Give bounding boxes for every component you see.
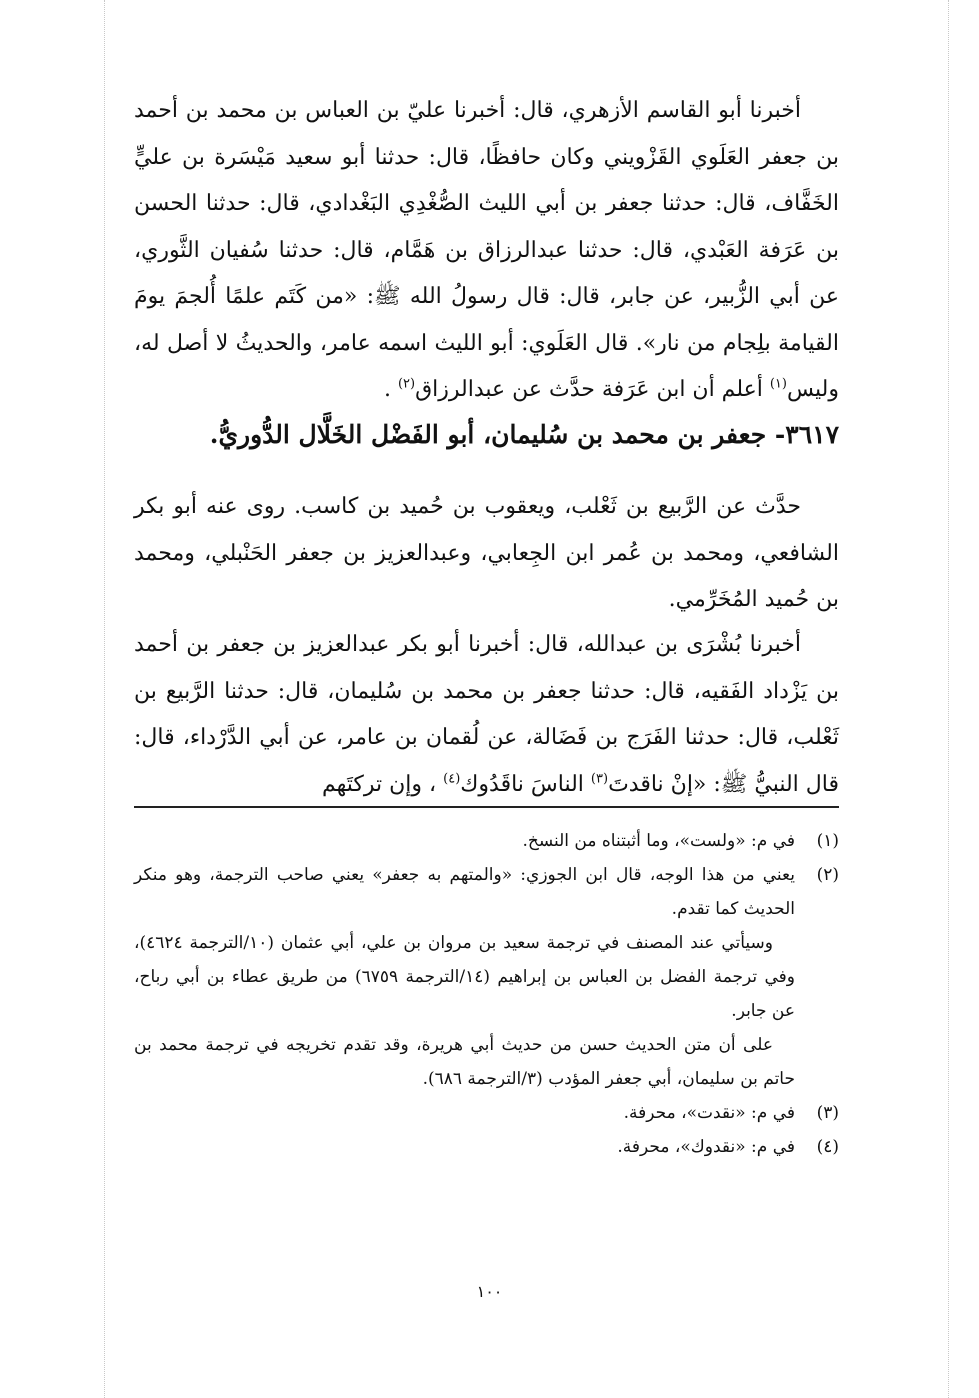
- paragraph-isnad-2: [134, 622, 839, 808]
- entry-heading: ٣٦١٧- جعفر بن محمد بن سُليمان، أبو الفَضْل الخَلَّال الدُّوريُّ.: [209, 420, 839, 449]
- footnote-number: (٤): [816, 1137, 839, 1157]
- footnote-2-continuation: على أن متن الحديث حسن من حديث أبي هريرة، وقد تقدم تخريجه في ترجمة محمد بن حاتم بن سليمان، أبي جعفر المؤدب (٣/الترجمة ٦٨٦).: [134, 1035, 795, 1089]
- footnote-divider: [134, 806, 839, 808]
- paragraph-text: أخبرنا بُشْرَى بن عبدالله، قال: أخبرنا أبو بكر عبدالعزيز بن جعفر بن أحمد بن يَزْداد الفَقيه، قال: حدثنا جعفر بن محمد بن سُليمان، قال: حدثنا الرَّبيع بن ثَعْلب، قال: حدثنا الفَرَج بن فَضَالة، عن لُقمان بن عامر، عن أبي الدَّرْداء، قال: قال النبيُّ ﷺ: «إنْ ناقدتَ: [134, 632, 839, 797]
- footnote-ref-3: (٣): [590, 771, 609, 787]
- footnote-number: (٢): [816, 865, 839, 885]
- paragraph-text: .: [383, 377, 398, 402]
- footnote-ref-2: (٢): [397, 376, 416, 392]
- paragraph-text: أعلم أن ابن عَرَفة حدَّث عن عبدالرزاق: [415, 377, 770, 402]
- footnote-3: [134, 1096, 839, 1130]
- paragraph-text: ، وإن تركتَهم: [321, 771, 444, 797]
- footnote-number: (٣): [816, 1103, 839, 1123]
- scan-edge-left: [104, 0, 106, 1398]
- paragraph-text: أخبرنا أبو القاسم الأزهري، قال: أخبرنا عليّ بن العباس بن محمد بن أحمد بن جعفر العَلَوي القَزْويني وكان حافظًا، قال: حدثنا أبو سعيد مَيْسَرة بن عليٍّ الخَفَّاف، قال: حدثنا جعفر بن أبي الليث الصُّغْدِي البَغْدادي، قال: حدثنا الحسن بن عَرَفة العَبْدي، قال: حدثنا عبدالرزاق بن هَمَّام، قال: حدثنا سُفيان الثَّوري، عن أبي الزُّبير، عن جابر، قال: قال رسولُ الله ﷺ: «من كَتَم علمًا أُلجمَ يومَ القيامة بلِجام من نار». قال العَلَوي: أبو الليث اسمه عامر، والحديثُ لا أصل له، وليس: [134, 98, 839, 402]
- footnote-text: في م: «ولست»، وما أثبتناه من النسخ.: [522, 831, 795, 851]
- paragraph-text: الناسَ ناقَدُوك: [460, 771, 591, 797]
- footnote-ref-4: (٤): [443, 771, 461, 787]
- page-number: ١٠٠: [476, 1282, 503, 1301]
- footnote-1: [134, 824, 839, 858]
- paragraph-biography: [134, 484, 839, 624]
- footnote-text: في م: «نقدت»، محرفة.: [623, 1103, 795, 1123]
- scan-edge-right: [948, 0, 950, 1398]
- footnote-2: [134, 858, 839, 926]
- footnote-2-continuation: وسيأتي عند المصنف في ترجمة سعيد بن مروان بن علي، أبي عثمان (١٠/الترجمة ٤٦٢٤)، وفي ترجمة الفضل بن العباس بن إبراهيم (١٤/الترجمة ٦٧٥٩) من طريق عطاء بن أبي رباح، عن جابر.: [134, 933, 796, 1021]
- footnotes: [134, 824, 839, 1164]
- footnote-ref-1: (١): [769, 376, 787, 392]
- footnote-text: يعني من هذا الوجه، قال ابن الجوزي: «والمتهم به جعفر» يعني صاحب الترجمة، وهو منكر الحديث كما تقدم.: [134, 865, 795, 919]
- paragraph-text: حدَّث عن الرَّبيع بن ثَعْلب، ويعقوب بن حُميد بن كاسب. روى عنه أبو بكر الشافعي، ومحمد بن عُمر ابن الجِعابي، وعبدالعزيز بن جعفر الحَنْبلي، ومحمد بن حُميد المُخَرِّمي.: [134, 494, 839, 612]
- footnote-4: [134, 1130, 839, 1164]
- footnote-text: في م: «نقدوك»، محرفة.: [617, 1137, 795, 1157]
- footnote-number: (١): [816, 831, 839, 851]
- paragraph-isnad-1: [134, 88, 839, 414]
